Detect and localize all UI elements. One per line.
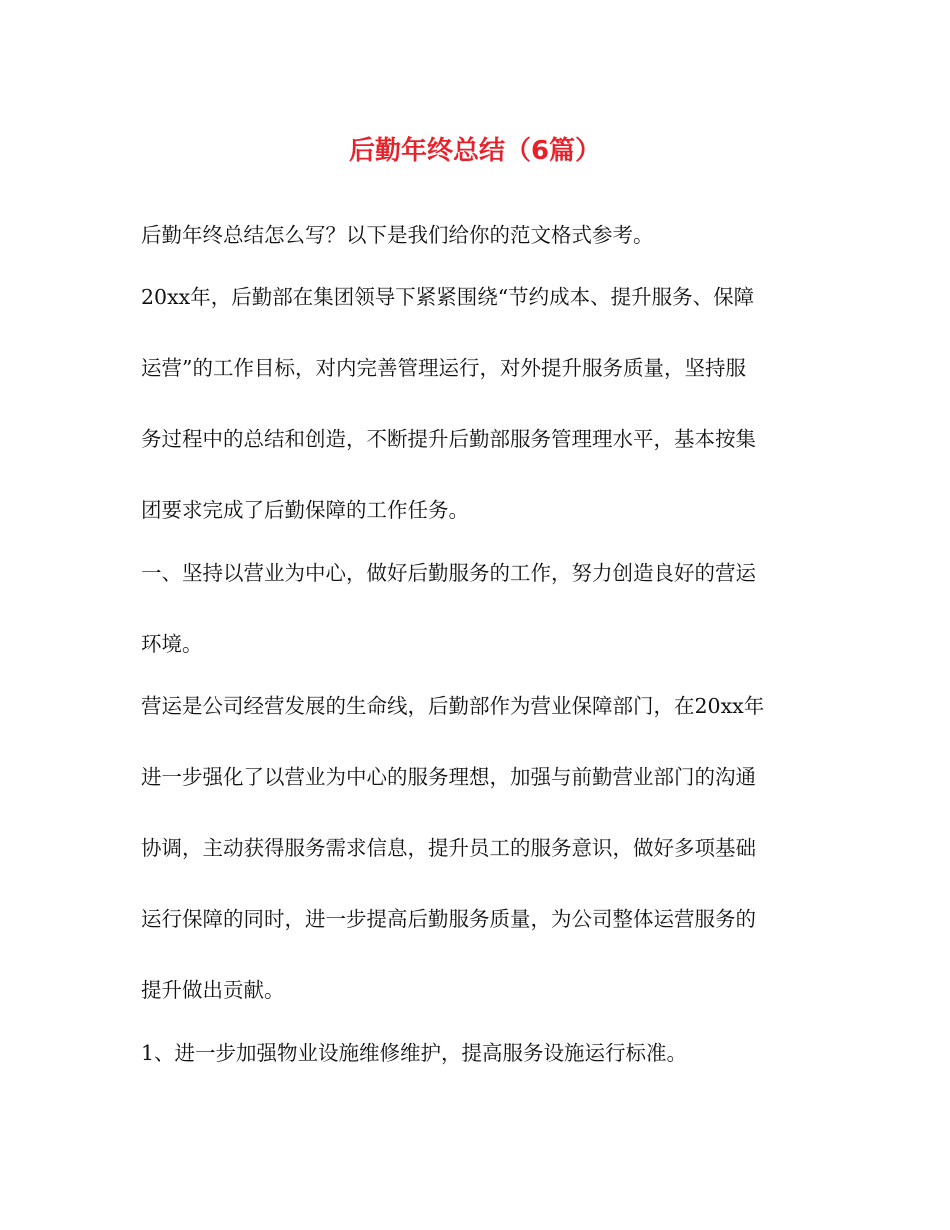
document-title: 后勤年终总结（6篇）: [348, 136, 602, 166]
paragraph-line: 协调，主动获得服务需求信息，提升员工的服务意识，做好多项基础: [141, 836, 756, 860]
paragraph-line: 团要求完成了后勤保障的工作任务。: [141, 498, 469, 522]
paragraph-line: 运营”的工作目标，对内完善管理运行，对外提升服务质量，坚持服: [141, 356, 746, 380]
paragraph-line: 后勤年终总结怎么写？以下是我们给你的范文格式参考。: [141, 223, 654, 247]
section-heading-line: 一、坚持以营业为中心，做好后勤服务的工作，努力创造良好的营运: [141, 561, 756, 585]
section-heading-line: 环境。: [141, 632, 203, 656]
paragraph-line: 进一步强化了以营业为中心的服务理想，加强与前勤营业部门的沟通: [141, 765, 756, 789]
paragraph-line: 营运是公司经营发展的生命线，后勤部作为营业保障部门，在20xx年: [141, 694, 765, 718]
paragraph-line: 务过程中的总结和创造，不断提升后勤部服务管理理水平，基本按集: [141, 427, 756, 451]
paragraph-line: 20xx年，后勤部在集团领导下紧紧围绕“节约成本、提升服务、保障: [141, 285, 755, 309]
paragraph-line: 运行保障的同时，进一步提高后勤服务质量，为公司整体运营服务的: [141, 907, 756, 931]
paragraph-line: 提升做出贡献。: [141, 978, 285, 1002]
numbered-item-line: 1、进一步加强物业设施维修维护，提高服务设施运行标准。: [141, 1041, 688, 1065]
